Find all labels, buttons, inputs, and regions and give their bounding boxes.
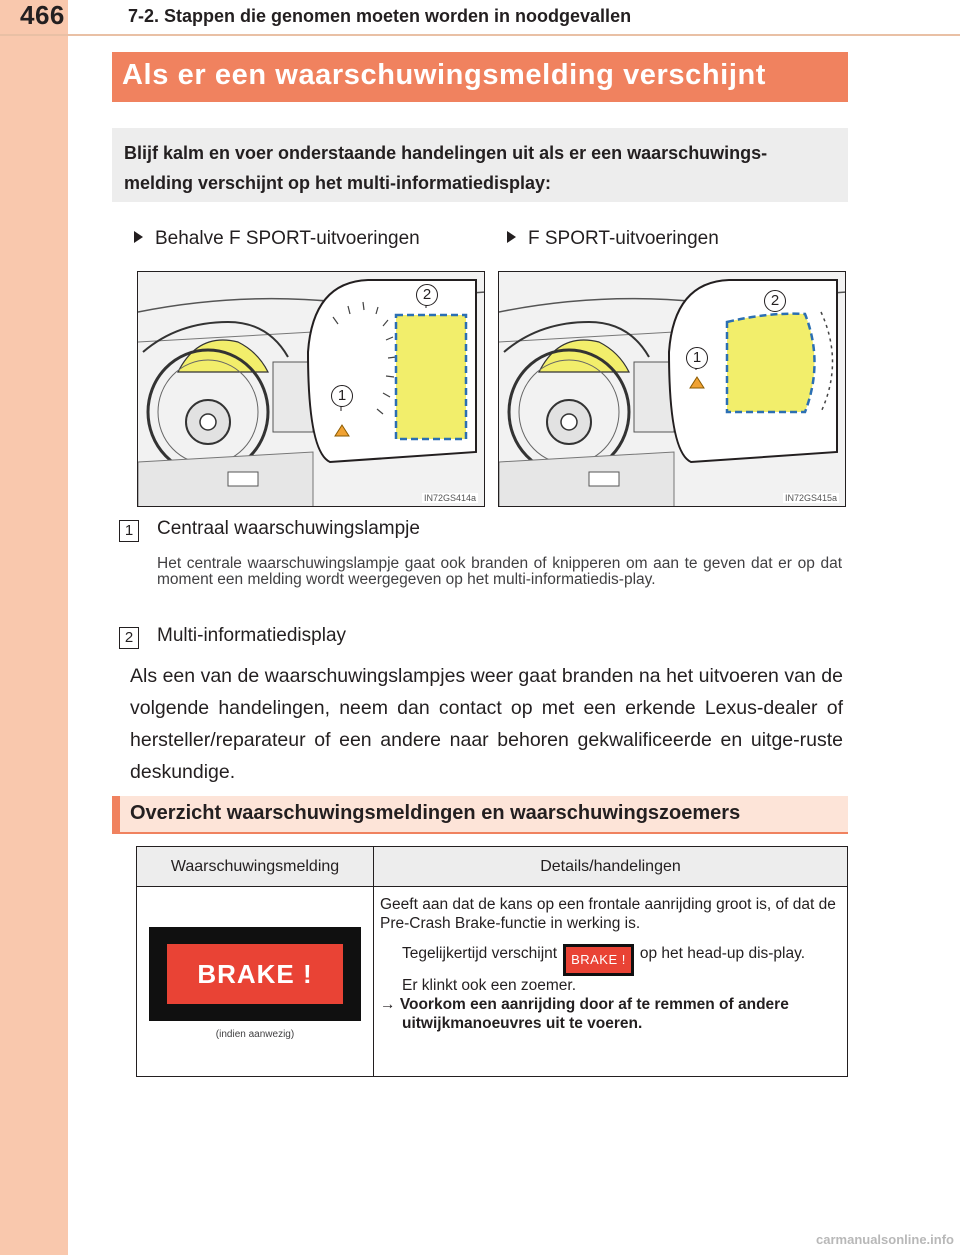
intro-box: Blijf kalm en voer onderstaande handelingen uit als er een waarschuwings-melding verschijnt op het multi-informatiedisplay: <box>112 128 848 202</box>
item-label-central-warning-light: Centraal waarschuwingslampje <box>157 518 420 539</box>
callout-1: 1 <box>331 385 353 407</box>
brake-inline-badge <box>563 944 634 976</box>
subsection-title-text: Overzicht waarschuwingsmeldingen en waarschuwingszoemers <box>130 802 741 824</box>
table-header-row <box>137 847 848 887</box>
watermark: carmanualsonline.info <box>816 1232 954 1247</box>
warning-message-cell <box>137 887 374 1077</box>
section-title-text: Als er een waarschuwingsmelding verschijnt <box>122 59 767 91</box>
dashboard-drawing <box>138 272 485 507</box>
table-header-cell: Details/handelingen <box>374 847 848 887</box>
warning-message-table <box>136 846 848 1077</box>
item-label-multi-information-display: Multi-informatiedisplay <box>157 625 347 646</box>
action-text: Voorkom een aanrijding door af te remmen of andere uitwijkmanoeuvres uit te voeren. <box>399 996 789 1032</box>
dashboard-illustration-standard <box>137 271 485 507</box>
figure-caption-text: F SPORT-uitvoeringen <box>528 228 719 249</box>
item-number-2: 2 <box>119 627 139 649</box>
page-side-band <box>0 0 68 1255</box>
callout-2: 2 <box>416 284 438 306</box>
dashboard-drawing <box>499 272 846 507</box>
header-rule <box>0 34 960 36</box>
multi-information-display-area <box>396 315 466 439</box>
details-content <box>374 887 847 1033</box>
page-number: 466 <box>20 0 65 30</box>
callout-1: 1 <box>686 347 708 369</box>
brake-warning-display <box>149 927 361 1021</box>
figure-code: IN72GS415a <box>784 493 837 503</box>
availability-note: (indien aanwezig) <box>215 1029 295 1040</box>
item-number-1: 1 <box>119 520 139 542</box>
details-text: op het head-up dis-play. <box>639 945 806 962</box>
figure-caption-standard <box>134 228 420 250</box>
table-row <box>137 887 848 1077</box>
subsection-title <box>112 796 848 834</box>
details-hud-line <box>380 943 839 976</box>
multi-information-display-area <box>727 314 815 412</box>
figure-code: IN72GS414a <box>423 493 476 503</box>
figure-caption-fsport <box>507 228 719 250</box>
figure-caption-text: Behalve F SPORT-uitvoeringen <box>155 228 420 249</box>
details-text: Tegelijkertijd verschijnt <box>402 945 558 962</box>
body-paragraph: Als een van de waarschuwingslampjes weer gaat branden na het uitvoeren van de volgende handelingen, neem dan contact op met een erkende Lexus-dealer of hersteller/reparateur of een andere naar behoren gekwalificeerde en uitge-ruste deskundige. <box>130 665 843 783</box>
brake-warning-label: BRAKE ! <box>167 944 343 1004</box>
details-text: Er klinkt ook een zoemer. <box>402 977 577 994</box>
item-description-central-warning-light: Het centrale waarschuwingslampje gaat ook branden of knipperen om aan te geven dat er op dat moment een melding wordt weergegeven op het multi-informatiedis-play. <box>157 555 842 588</box>
section-title <box>112 52 848 102</box>
arrow-icon: → <box>380 996 396 1013</box>
details-cell <box>374 887 848 1077</box>
triangle-bullet-icon <box>507 231 516 243</box>
brake-inline-label: BRAKE ! <box>566 947 631 973</box>
callout-2: 2 <box>764 290 786 312</box>
table-header-cell: Waarschuwingsmelding <box>137 847 374 887</box>
dashboard-illustration-fsport <box>498 271 846 507</box>
running-title: 7-2. Stappen die genomen moeten worden in noodgevallen <box>128 6 632 26</box>
page-header <box>0 0 960 36</box>
details-text: Geeft aan dat de kans op een frontale aanrijding groot is, of dat de Pre-Crash Brake-functie in werking is. <box>380 896 836 932</box>
triangle-bullet-icon <box>134 231 143 243</box>
details-action <box>380 995 839 1033</box>
